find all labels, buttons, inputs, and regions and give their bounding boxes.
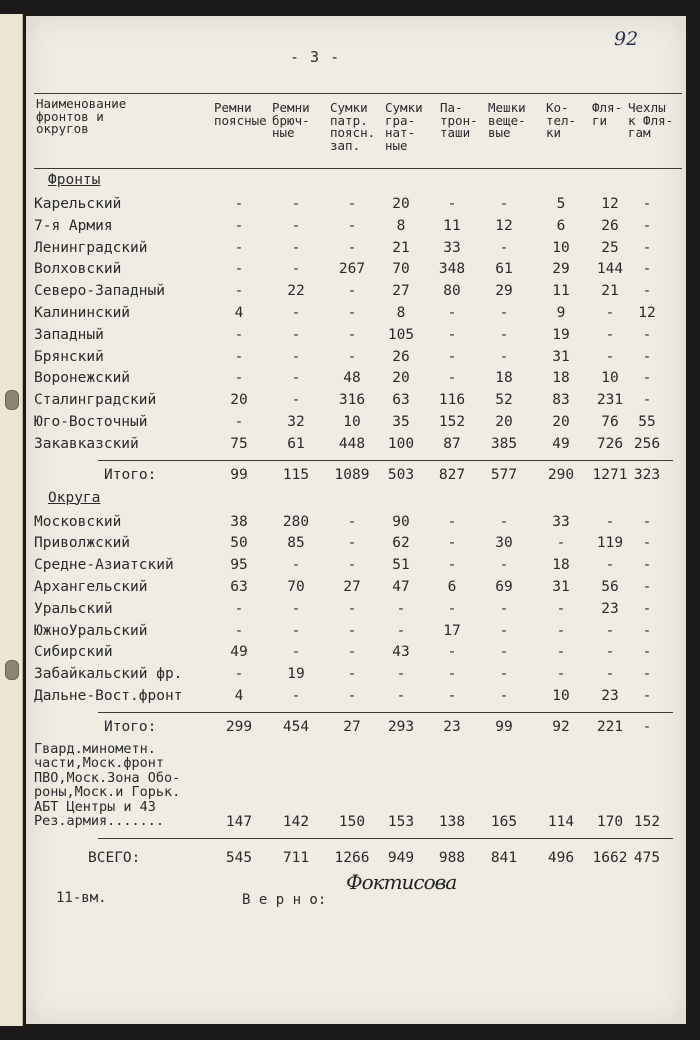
table-row-value: - xyxy=(347,535,357,552)
table-row-value: - xyxy=(447,513,457,530)
table-row-value: - xyxy=(396,622,406,639)
table-row-value: - xyxy=(605,557,615,574)
total-row-value: 827 xyxy=(438,466,466,483)
table-row-value: - xyxy=(642,535,652,552)
table-row-value: - xyxy=(347,666,357,683)
table-row-value: - xyxy=(347,326,357,343)
table-row-value: - xyxy=(605,513,615,530)
table-row-value: - xyxy=(447,370,457,387)
guards-row-value: 114 xyxy=(547,814,575,831)
previous-page-edge xyxy=(0,14,23,1026)
table-row-name: Карельский xyxy=(34,196,122,212)
total-row-name: Итого: xyxy=(104,718,157,735)
table-row-value: - xyxy=(291,688,301,704)
table-row-value: - xyxy=(347,305,357,321)
table-row-value: - xyxy=(291,326,301,343)
table-row-value: - xyxy=(447,326,457,343)
table-row-value: - xyxy=(642,622,652,639)
table-row-value: 100 xyxy=(387,435,415,452)
table-row-value: - xyxy=(447,535,457,552)
table-row-value: 10 xyxy=(552,688,570,704)
table-row-value: - xyxy=(499,239,509,256)
total-row-value: 503 xyxy=(387,466,415,483)
grand-total-row-value: 949 xyxy=(387,850,415,867)
table-row-value: - xyxy=(347,196,357,212)
table-row-value: 80 xyxy=(443,283,461,300)
header-column-1: Ремни поясные xyxy=(214,100,267,128)
binding-clip xyxy=(5,660,19,680)
table-row-value: - xyxy=(642,261,652,278)
table-row-value: 256 xyxy=(633,435,661,452)
table-row-value: 10 xyxy=(343,414,361,430)
table-row-value: 32 xyxy=(287,414,305,430)
table-row-value: 61 xyxy=(495,261,513,278)
table-row-value: - xyxy=(291,217,301,234)
table-row-value: 25 xyxy=(601,239,619,256)
table-row-value: 56 xyxy=(601,579,619,595)
table-row-value: 144 xyxy=(596,261,624,278)
total-row-value: 1089 xyxy=(334,466,370,483)
total-row-value: 99 xyxy=(230,466,248,483)
table-row-value: 47 xyxy=(392,579,410,595)
table-row-value: 152 xyxy=(438,414,466,430)
table-row-value: 9 xyxy=(556,305,566,321)
header-rule-top xyxy=(34,93,682,94)
table-row-value: - xyxy=(642,217,652,234)
table-row-value: 49 xyxy=(552,435,570,452)
table-row-value: 21 xyxy=(392,239,410,256)
table-row-value: - xyxy=(605,644,615,661)
table-row-value: - xyxy=(347,688,357,704)
table-row-value: - xyxy=(499,600,509,617)
table-row-value: 19 xyxy=(287,666,305,683)
guards-row-value: 138 xyxy=(438,814,466,831)
table-row-value: - xyxy=(499,348,509,365)
total-row-value: - xyxy=(642,718,652,735)
total-rule xyxy=(98,712,673,713)
table-row-value: 70 xyxy=(392,261,410,278)
table-row-value: - xyxy=(347,217,357,234)
table-row-value: 105 xyxy=(387,326,415,343)
table-row-value: - xyxy=(642,644,652,661)
total-row-value: 290 xyxy=(547,466,575,483)
table-row-value: 20 xyxy=(552,414,570,430)
grand-total-row-value: 711 xyxy=(282,850,310,867)
page-number: - 3 - xyxy=(290,48,341,66)
table-row-value: 55 xyxy=(638,414,656,430)
table-row-value: - xyxy=(347,600,357,617)
total-row-value: 293 xyxy=(387,718,415,735)
table-row-value: 31 xyxy=(552,348,570,365)
table-row-value: 49 xyxy=(230,644,248,661)
table-row-value: 52 xyxy=(495,392,513,409)
table-row-value: - xyxy=(234,666,244,683)
table-row-value: - xyxy=(291,600,301,617)
table-row-value: 6 xyxy=(447,579,457,595)
table-row-name: ЮжноУральский xyxy=(34,622,148,639)
header-column-2: Ремни брюч- ные xyxy=(272,100,310,140)
table-row-value: 50 xyxy=(230,535,248,552)
table-row-value: 119 xyxy=(596,535,624,552)
archive-page-stamp: 92 xyxy=(614,28,639,50)
header-column-6: Мешки веще- вые xyxy=(488,100,526,140)
table-row-value: 280 xyxy=(282,513,310,530)
table-row-value: 20 xyxy=(495,414,513,430)
table-row-name: Брянский xyxy=(34,348,104,365)
total-row-value: 92 xyxy=(552,718,570,735)
table-row-value: 20 xyxy=(392,370,410,387)
verified-label: В е р н о: xyxy=(242,892,327,908)
table-row-value: 48 xyxy=(343,370,361,387)
table-row-value: - xyxy=(291,622,301,639)
table-row-value: - xyxy=(447,600,457,617)
table-row-value: - xyxy=(642,513,652,530)
table-row-value: - xyxy=(291,261,301,278)
total-row-value: 221 xyxy=(596,718,624,735)
table-row-name: Дальне-Вост.фронт xyxy=(34,688,183,704)
table-row-value: - xyxy=(447,666,457,683)
table-row-value: - xyxy=(347,557,357,574)
table-row-value: 4 xyxy=(234,305,244,321)
table-row-value: 11 xyxy=(552,283,570,300)
table-row-value: 29 xyxy=(552,261,570,278)
table-row-name: Северо-Западный xyxy=(34,283,165,300)
table-row-value: 8 xyxy=(396,305,406,321)
table-row-value: - xyxy=(291,196,301,212)
header-column-4: Сумки гра- нат- ные xyxy=(385,100,423,153)
table-row-value: - xyxy=(291,370,301,387)
table-row-value: - xyxy=(291,557,301,574)
guards-row-value: 153 xyxy=(387,814,415,831)
table-row-value: - xyxy=(396,600,406,617)
total-row-value: 115 xyxy=(282,466,310,483)
table-row-value: - xyxy=(605,666,615,683)
table-row-value: 63 xyxy=(392,392,410,409)
table-row-value: 22 xyxy=(287,283,305,300)
table-row-name: Волховский xyxy=(34,261,122,278)
table-row-value: 348 xyxy=(438,261,466,278)
table-row-value: 38 xyxy=(230,513,248,530)
table-row-name: Юго-Восточный xyxy=(34,414,148,430)
table-row-value: 17 xyxy=(443,622,461,639)
table-row-value: 62 xyxy=(392,535,410,552)
table-row-value: - xyxy=(396,688,406,704)
table-row-value: - xyxy=(642,326,652,343)
table-row-value: 76 xyxy=(601,414,619,430)
grand-total-row-name: ВСЕГО: xyxy=(88,850,141,867)
table-row-value: - xyxy=(347,622,357,639)
table-row-value: 18 xyxy=(552,370,570,387)
table-row-value: 11 xyxy=(443,217,461,234)
table-row-value: 26 xyxy=(601,217,619,234)
table-row-value: - xyxy=(499,305,509,321)
table-row-value: 23 xyxy=(601,688,619,704)
table-row-value: 6 xyxy=(556,217,566,234)
guards-units-name: Гвард.минометн. части,Моск.фронт ПВО,Моск.Зона Обо- роны,Моск.и Горьк. АБТ Центры и 43 Рез.армия....... xyxy=(34,740,181,830)
table-row-name: Забайкальский фр. xyxy=(34,666,183,683)
table-row-value: 83 xyxy=(552,392,570,409)
grand-total-row-value: 841 xyxy=(490,850,518,867)
table-row-value: - xyxy=(642,600,652,617)
table-row-value: 12 xyxy=(495,217,513,234)
table-row-value: - xyxy=(291,644,301,661)
total-row-value: 299 xyxy=(225,718,253,735)
binding-clip xyxy=(5,390,19,410)
table-row-value: - xyxy=(447,644,457,661)
total-row-value: 27 xyxy=(343,718,361,735)
table-row-value: - xyxy=(234,283,244,300)
table-row-value: 316 xyxy=(338,392,366,409)
grand-total-row-value: 496 xyxy=(547,850,575,867)
table-row-name: 7-я Армия xyxy=(34,217,113,234)
header-column-9: Чехлы к Фля- гам xyxy=(628,100,674,140)
table-row-value: 43 xyxy=(392,644,410,661)
table-row-name: Сталинградский xyxy=(34,392,157,409)
table-row-value: - xyxy=(556,535,566,552)
table-row-value: - xyxy=(556,600,566,617)
table-row-value: - xyxy=(499,644,509,661)
table-row-name: Приволжский xyxy=(34,535,131,552)
table-row-value: 23 xyxy=(601,600,619,617)
table-row-value: 87 xyxy=(443,435,461,452)
table-row-value: 448 xyxy=(338,435,366,452)
table-row-value: - xyxy=(605,622,615,639)
table-row-value: 116 xyxy=(438,392,466,409)
table-row-value: - xyxy=(642,283,652,300)
total-row-value: 577 xyxy=(490,466,518,483)
table-row-value: - xyxy=(347,513,357,530)
table-row-value: 63 xyxy=(230,579,248,595)
table-row-value: 95 xyxy=(230,557,248,574)
table-row-value: 51 xyxy=(392,557,410,574)
guards-row-value: 142 xyxy=(282,814,310,831)
table-row-value: - xyxy=(396,666,406,683)
total-row-value: 454 xyxy=(282,718,310,735)
table-row-value: 20 xyxy=(392,196,410,212)
table-row-value: 75 xyxy=(230,435,248,452)
table-row-name: Западный xyxy=(34,326,104,343)
table-row-value: - xyxy=(605,305,615,321)
grand-total-row-value: 1662 xyxy=(592,850,628,867)
table-row-name: Закавказский xyxy=(34,435,139,452)
total-row-value: 23 xyxy=(443,718,461,735)
table-row-value: - xyxy=(447,688,457,704)
table-row-value: - xyxy=(234,326,244,343)
header-column-7: Ко- тел- ки xyxy=(546,100,577,140)
header-rule-bottom xyxy=(34,168,682,169)
header-name-column: Наименование фронтов и округов xyxy=(36,96,127,136)
guards-row-value: 152 xyxy=(633,814,661,831)
table-row-value: - xyxy=(642,196,652,212)
table-row-value: - xyxy=(234,217,244,234)
table-row-value: - xyxy=(499,666,509,683)
table-row-value: 385 xyxy=(490,435,518,452)
grand-total-row-value: 988 xyxy=(438,850,466,867)
grand-total-row-value: 475 xyxy=(633,850,661,867)
guards-row-value: 170 xyxy=(596,814,624,831)
table-row-value: 30 xyxy=(495,535,513,552)
table-row-value: - xyxy=(234,196,244,212)
table-row-value: - xyxy=(447,196,457,212)
table-row-value: - xyxy=(642,370,652,387)
table-row-value: 10 xyxy=(552,239,570,256)
table-row-value: - xyxy=(556,644,566,661)
table-row-value: - xyxy=(556,666,566,683)
total-rule xyxy=(98,460,673,461)
table-row-value: - xyxy=(234,239,244,256)
table-row-value: - xyxy=(291,305,301,321)
guards-row-value: 150 xyxy=(338,814,366,831)
table-row-value: 26 xyxy=(392,348,410,365)
table-row-value: - xyxy=(447,305,457,321)
section-title: Фронты xyxy=(48,172,101,188)
total-row-name: Итого: xyxy=(104,466,157,483)
total-row-value: 99 xyxy=(495,718,513,735)
table-row-value: - xyxy=(642,348,652,365)
grand-total-row-value: 1266 xyxy=(334,850,370,867)
table-row-name: Ленинградский xyxy=(34,239,148,256)
table-row-value: 12 xyxy=(638,305,656,321)
table-row-value: 31 xyxy=(552,579,570,595)
table-row-value: - xyxy=(499,622,509,639)
table-row-value: 5 xyxy=(556,196,566,212)
table-row-value: - xyxy=(499,688,509,704)
table-row-name: Воронежский xyxy=(34,370,131,387)
table-row-value: - xyxy=(642,666,652,683)
table-row-value: 61 xyxy=(287,435,305,452)
typist-mark: 11-вм. xyxy=(56,890,107,906)
header-column-5: Па- трон- таши xyxy=(440,100,478,140)
table-row-value: 90 xyxy=(392,513,410,530)
table-row-value: 12 xyxy=(601,196,619,212)
table-row-value: - xyxy=(447,557,457,574)
table-row-value: - xyxy=(499,326,509,343)
total-row-value: 1271 xyxy=(592,466,628,483)
total-row-value: 323 xyxy=(633,466,661,483)
table-row-value: - xyxy=(347,239,357,256)
table-row-value: 29 xyxy=(495,283,513,300)
table-row-value: 8 xyxy=(396,217,406,234)
table-row-value: - xyxy=(556,622,566,639)
table-row-value: - xyxy=(234,414,244,430)
table-row-value: - xyxy=(347,644,357,661)
table-row-value: - xyxy=(234,370,244,387)
table-row-value: 21 xyxy=(601,283,619,300)
table-row-value: 231 xyxy=(596,392,624,409)
table-row-value: 70 xyxy=(287,579,305,595)
table-row-value: 4 xyxy=(234,688,244,704)
table-row-value: 33 xyxy=(443,239,461,256)
table-row-value: - xyxy=(642,239,652,256)
table-row-name: Средне-Азиатский xyxy=(34,557,174,574)
signature: Фоктисова xyxy=(346,870,457,894)
table-row-name: Калининский xyxy=(34,305,131,321)
table-row-value: - xyxy=(234,348,244,365)
table-row-value: 27 xyxy=(392,283,410,300)
table-row-value: - xyxy=(234,622,244,639)
table-row-value: - xyxy=(605,326,615,343)
table-row-name: Московский xyxy=(34,513,122,530)
guards-row-value: 165 xyxy=(490,814,518,831)
table-row-value: 267 xyxy=(338,261,366,278)
table-row-value: 10 xyxy=(601,370,619,387)
table-row-value: - xyxy=(291,239,301,256)
table-row-value: 35 xyxy=(392,414,410,430)
table-row-value: - xyxy=(291,348,301,365)
table-row-value: - xyxy=(642,688,652,704)
table-row-value: 20 xyxy=(230,392,248,409)
header-column-3: Сумки патр. поясн. зап. xyxy=(330,100,376,153)
table-row-value: 33 xyxy=(552,513,570,530)
header-column-8: Фля- ги xyxy=(592,100,623,128)
grand-total-rule xyxy=(98,838,673,839)
table-row-name: Уральский xyxy=(34,600,113,617)
table-row-value: 726 xyxy=(596,435,624,452)
table-row-value: - xyxy=(642,579,652,595)
table-row-value: 69 xyxy=(495,579,513,595)
table-row-value: - xyxy=(642,557,652,574)
table-row-value: - xyxy=(499,196,509,212)
section-title: Округа xyxy=(48,489,101,506)
table-row-value: - xyxy=(499,557,509,574)
table-row-value: - xyxy=(347,348,357,365)
table-row-value: 85 xyxy=(287,535,305,552)
table-row-value: 18 xyxy=(495,370,513,387)
table-row-value: - xyxy=(605,348,615,365)
table-row-name: Архангельский xyxy=(34,579,148,595)
table-row-value: 19 xyxy=(552,326,570,343)
table-row-value: 18 xyxy=(552,557,570,574)
table-row-value: - xyxy=(499,513,509,530)
table-row-value: - xyxy=(642,392,652,409)
table-row-value: - xyxy=(234,600,244,617)
table-row-value: - xyxy=(347,283,357,300)
table-row-value: - xyxy=(447,348,457,365)
guards-row-value: 147 xyxy=(225,814,253,831)
grand-total-row-value: 545 xyxy=(225,850,253,867)
table-row-name: Сибирский xyxy=(34,644,113,661)
table-row-value: 27 xyxy=(343,579,361,595)
table-row-value: - xyxy=(234,261,244,278)
table-row-value: - xyxy=(291,392,301,409)
